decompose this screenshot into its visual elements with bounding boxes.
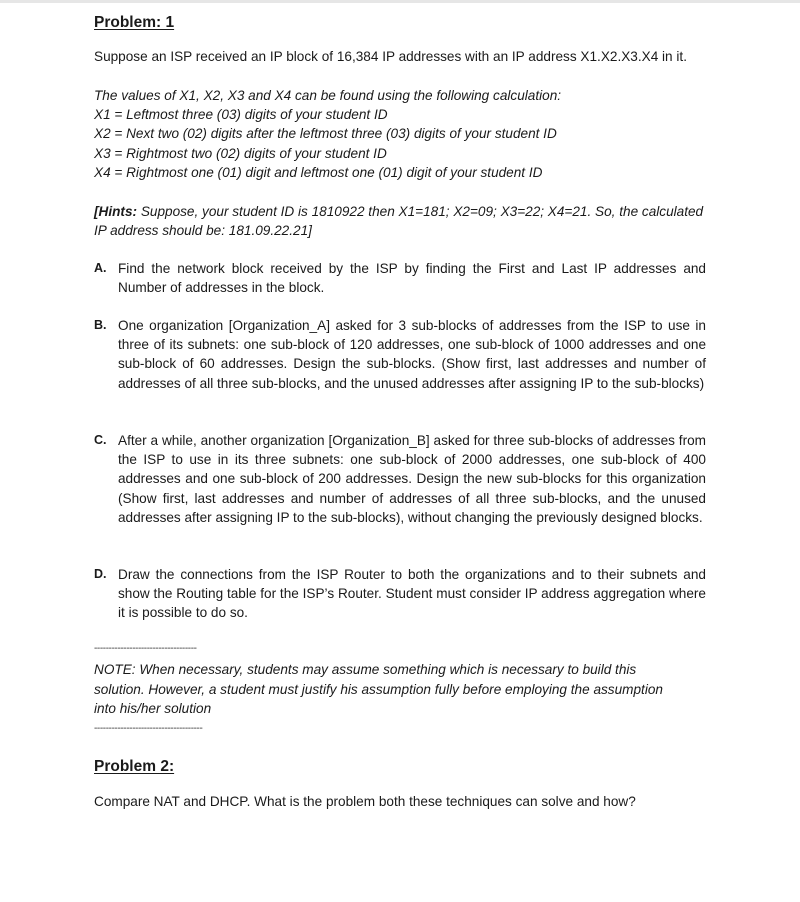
- question-d-label: D.: [94, 567, 107, 581]
- question-d-text: Draw the connections from the ISP Router to both the organizations and to their subnets and show the Routing table for the ISP’s Router. Student must consider IP address aggregation where it is possible to do so.: [118, 567, 706, 621]
- question-a-label: A.: [94, 261, 107, 275]
- hint-line-1: [94, 202, 708, 221]
- question-c-text: After a while, another organization [Organization_B] asked for three sub-blocks of addresses from the ISP to use in its three subnets: one sub-block of 2000 addresses, one sub-block of 400 addresses and one sub-block of 200 addresses. Design the new sub-blocks for this organization (Show first, last addresses and number of addresses of all three sub-blocks, and the unused addresses after assigning IP to the sub-blocks), without changing the previously designed blocks.: [118, 433, 706, 525]
- note-line-2: solution. However, a student must justify his assumption fully before employing the assumption: [94, 682, 663, 697]
- hint-open-bracket: [: [94, 204, 99, 219]
- separator-line-2: -------------------------------------: [94, 723, 203, 734]
- calc-line-4: X3 = Rightmost two (02) digits of your student ID: [94, 146, 387, 161]
- question-b-text: One organization [Organization_A] asked for 3 sub-blocks of addresses from the ISP to use in three of its subnets: one sub-block of 120 addresses, one sub-block of 1000 addresses and one sub-block of 60 addresses. Design the sub-blocks. (Show first, last addresses and number of addresses of all three sub-blocks, and the unused addresses after assigning IP to the sub-blocks): [118, 318, 706, 391]
- separator-line: -----------------------------------: [94, 643, 197, 654]
- problem2-text: Compare NAT and DHCP. What is the problem both these techniques can solve and how?: [94, 794, 636, 809]
- calc-line-2: X1 = Leftmost three (03) digits of your student ID: [94, 107, 388, 122]
- hint-line-2: IP address should be: 181.09.22.21]: [94, 223, 312, 238]
- problem2-title: Problem 2:: [94, 758, 175, 775]
- note-line-1: NOTE: When necessary, students may assume something which is necessary to build this: [94, 662, 637, 677]
- calc-line-5: X4 = Rightmost one (01) digit and leftmost one (01) digit of your student ID: [94, 165, 543, 180]
- note-line-3: into his/her solution: [94, 701, 212, 716]
- hint-label: Hints:: [98, 204, 138, 219]
- question-a-text: Find the network block received by the ISP by finding the First and Last IP addresses and Number of addresses in the block.: [118, 261, 706, 296]
- problem1-intro: Suppose an ISP received an IP block of 16,384 IP addresses with an IP address X1.X2.X3.X4 in it.: [94, 49, 687, 64]
- question-b-label: B.: [94, 318, 107, 332]
- question-c-label: C.: [94, 433, 107, 447]
- page-top-border: [0, 0, 800, 3]
- calc-line-3: X2 = Next two (02) digits after the leftmost three (03) digits of your student ID: [94, 126, 557, 141]
- calc-line-1: The values of X1, X2, X3 and X4 can be found using the following calculation:: [94, 88, 562, 103]
- problem1-title: Problem: 1: [94, 14, 175, 31]
- hint-text: Suppose, your student ID is 1810922 then X1=181; X2=09; X3=22; X4=21. So, the calculated: [137, 204, 704, 219]
